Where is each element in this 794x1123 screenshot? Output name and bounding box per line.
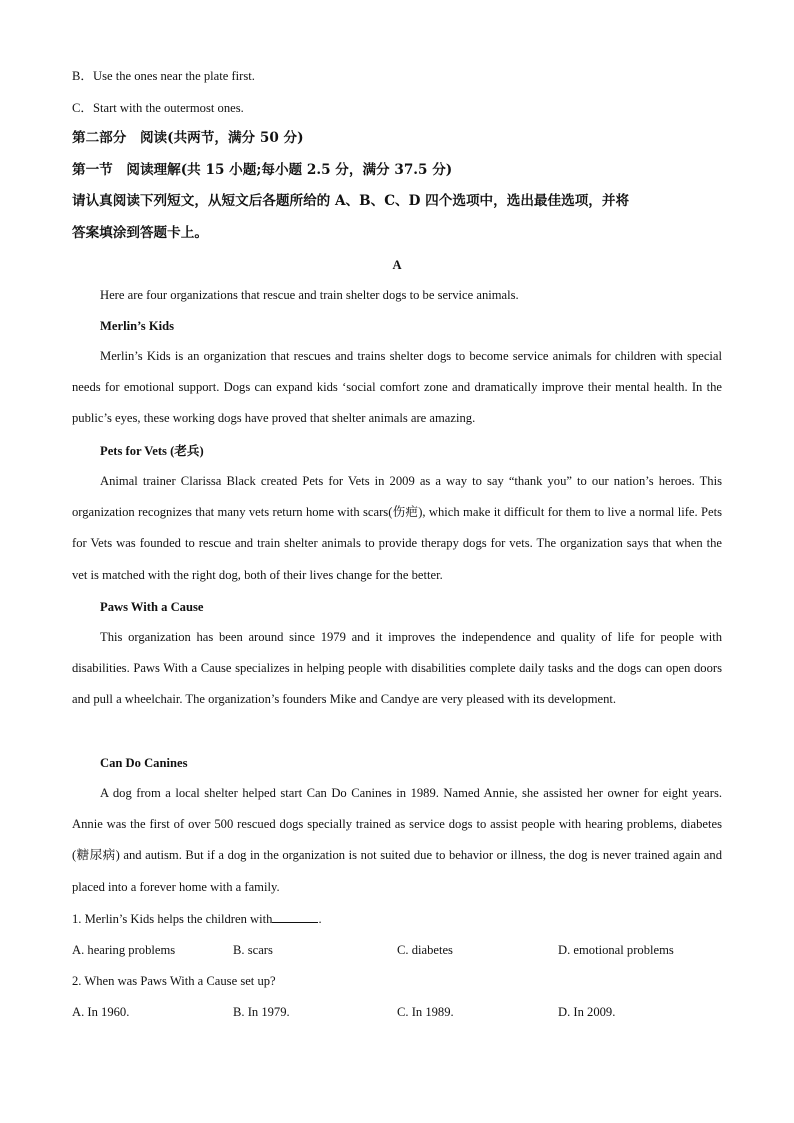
question-2-option-d: D. In 2009.: [558, 1005, 616, 1019]
answer-blank: [272, 911, 318, 923]
question-2-option-c: C. In 1989.: [397, 1005, 454, 1019]
question-1-option-d: D. emotional problems: [558, 943, 674, 957]
org-text-pets-for-vets: Animal trainer Clarissa Black created Pets for Vets in 2009 as a way to say “thank you” to our nation’s heroes. This organization recognizes that many vets return home with scars(伤疤), which make it difficult for them to live a normal life. Pets for Vets was founded to rescue and train shelter animals to provide therapy dogs for vets. The organization says that when the vet is matched with the right dog, both of their lives change for the better.: [72, 474, 722, 582]
question-2-stem: 2. When was Paws With a Cause set up?: [72, 974, 276, 988]
org-text-can-do-canines: A dog from a local shelter helped start Can Do Canines in 1989. Named Annie, she assisted her owner for eight years. Annie was the first of over 500 rescued dogs specially trained as service dogs to assist people with hearing problems, diabetes (糖尿病) and autism. But if a dog in the organization is not suited due to behavior or illness, the dog is never trained again and placed into a forever home with a family.: [72, 786, 722, 894]
org-text-merlins-kids: Merlin’s Kids is an organization that rescues and trains shelter dogs to become service animals for children with special needs for emotional support. Dogs can expand kids ‘social comfort zone and dramatically improve their mental health. In the public’s eyes, these working dogs have proved that shelter animals are amazing.: [72, 349, 722, 426]
org-paragraph-merlins-kids: [72, 341, 722, 435]
question-2-option-a: A. In 1960.: [72, 1005, 130, 1019]
org-name-pets-for-vets: Pets for Vets (老兵): [100, 444, 204, 458]
org-name-paws-with-a-cause: Paws With a Cause: [100, 600, 204, 614]
passage-label: A: [392, 258, 402, 272]
org-paragraph-can-do-canines: [72, 778, 722, 903]
org-paragraph-pets-for-vets: [72, 466, 722, 591]
org-name-can-do-canines: Can Do Canines: [100, 756, 188, 770]
question-2-option-b: B. In 1979.: [233, 1005, 290, 1019]
question-1-text: 1. Merlin’s Kids helps the children with: [72, 912, 273, 926]
question-1-stem: [72, 911, 322, 927]
org-text-paws-with-a-cause: This organization has been around since 1979 and it improves the independence and quality of life for people with disabilities. Paws With a Cause specializes in helping people with disabilities complete daily tasks and the dogs can open doors and pull a wheelchair. The organization’s founders Mike and Candye are very pleased with its development.: [72, 630, 722, 707]
org-name-merlins-kids: Merlin’s Kids: [100, 319, 175, 333]
question-1-option-a: A. hearing problems: [72, 943, 176, 957]
part-title: 第二部分 阅读(共两节，满分 50 分): [72, 130, 304, 146]
prev-option-b: B．Use the ones near the plate first.: [72, 69, 255, 83]
instruction-line-1: 请认真阅读下列短文，从短文后各题所给的 A、B、C、D 四个选项中，选出最佳选项，并将: [72, 193, 630, 209]
org-paragraph-paws-with-a-cause: [72, 622, 722, 716]
section-title: 第一节 阅读理解(共 15 小题;每小题 2.5 分，满分 37.5 分): [72, 162, 453, 178]
passage-intro: Here are four organizations that rescue and train shelter dogs to be service animals.: [100, 288, 519, 302]
question-1-end: .: [318, 912, 322, 926]
prev-option-c: C．Start with the outermost ones.: [72, 101, 244, 115]
question-1-option-b: B. scars: [233, 943, 273, 957]
question-1-option-c: C. diabetes: [397, 943, 453, 957]
instruction-line-2: 答案填涂到答题卡上。: [72, 225, 208, 241]
